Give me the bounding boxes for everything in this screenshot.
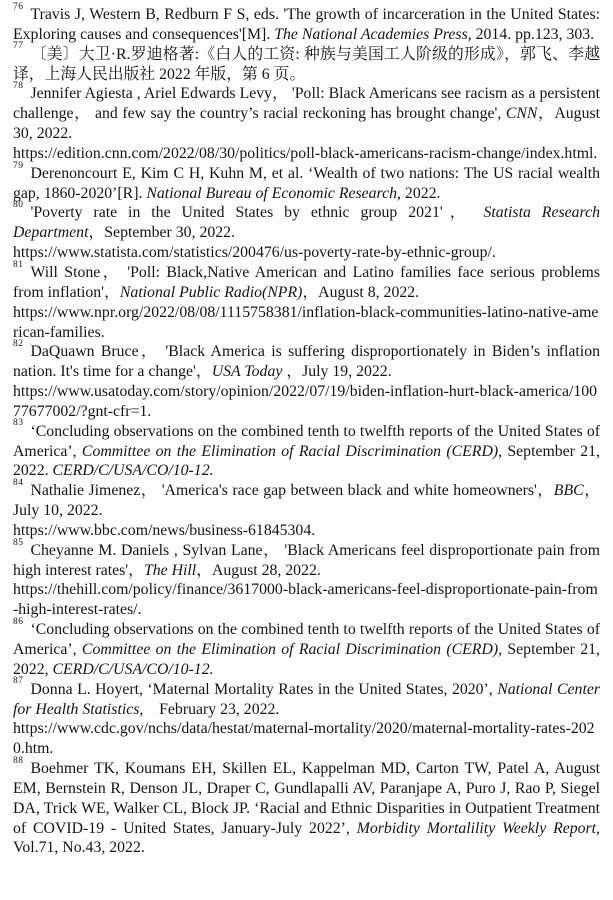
footnote-text-85 bbox=[13, 537, 600, 581]
footnote-number: 79 bbox=[13, 160, 24, 171]
footnote-segment: Nathalie Jimenez， 'America's race gap between black and white homeowners'， bbox=[30, 482, 554, 500]
footnote-80 bbox=[13, 200, 600, 263]
footnote-url: https://thehill.com/policy/finance/3617000-black-americans-feel-disproportionate-pain-from-high-interest-rates/. bbox=[13, 581, 598, 619]
footnote-segment: Jennifer Agiesta , Ariel Edwards Levy， 'Poll: Black Americans see racism as a persistent challenge， and few say the country’s racial reckoning has brought change', bbox=[13, 85, 600, 123]
footnote-number: 82 bbox=[13, 339, 24, 350]
footnote-source-italic: National Bureau of Economic Research bbox=[146, 184, 398, 202]
footnote-url: https://www.statista.com/statistics/200476/us-poverty-rate-by-ethnic-group/. bbox=[13, 244, 496, 262]
footnote-number: 77 bbox=[13, 41, 24, 52]
footnote-segment: Vol.71, No.43, 2022. bbox=[13, 839, 145, 857]
footnote-segment: ，July 19, 2022. bbox=[282, 363, 392, 381]
footnote-86 bbox=[13, 616, 600, 680]
footnote-88 bbox=[13, 755, 601, 858]
footnote-url: https://www.bbc.com/news/business-61845304. bbox=[13, 521, 316, 539]
footnote-segment: ，September 30, 2022. bbox=[88, 224, 236, 242]
footnote-url: https://www.npr.org/2022/08/08/1115758381/inflation-black-communities-latino-native-american-families. bbox=[13, 303, 599, 341]
footnote-text-81 bbox=[13, 259, 600, 303]
footnote-text-87 bbox=[13, 676, 600, 720]
footnote-text-84 bbox=[13, 478, 600, 521]
footnote-list bbox=[13, 1, 601, 858]
footnote-segment: ，August 8, 2022. bbox=[302, 283, 420, 301]
footnote-source-italic: Committee on the Elimination of Racial Discrimination (CERD), bbox=[81, 641, 503, 658]
footnote-segment: Derenoncourt E, Kim C H, Kuhn M, et al. ‘Wealth of two nations: The US racial wealth gap, 1860-2020’[R]. bbox=[13, 164, 600, 202]
footnote-number: 84 bbox=[13, 478, 24, 488]
footnote-number: 86 bbox=[13, 616, 24, 627]
footnote-segment: ，July 10, 2022. bbox=[13, 482, 600, 520]
footnote-85 bbox=[13, 537, 600, 620]
footnote-76 bbox=[13, 1, 600, 45]
footnote-source-italic: The National Academies Press bbox=[274, 25, 468, 43]
footnote-79 bbox=[13, 160, 600, 204]
footnote-source-italic: CNN bbox=[505, 105, 538, 123]
footnote-text-79 bbox=[13, 160, 600, 204]
footnote-text-82 bbox=[13, 339, 600, 382]
footnote-source-italic: Statista Research Department bbox=[13, 204, 600, 242]
footnote-text-76 bbox=[13, 1, 600, 45]
footnote-source-italic: National Center for Health Statistics, bbox=[13, 680, 600, 718]
footnote-segment: Cheyanne M. Daniels , Sylvan Lane， 'Black Americans feel disproportionate pain from high interest rates'， bbox=[13, 541, 600, 579]
footnote-text-86 bbox=[13, 616, 600, 680]
footnote-url: https://edition.cnn.com/2022/08/30/politics/poll-black-americans-racism-change/index.html. bbox=[13, 144, 598, 162]
footnote-source-italic: BBC bbox=[553, 482, 584, 500]
footnote-number: 85 bbox=[13, 537, 24, 548]
footnote-segment: 'Poverty rate in the United States by ethnic group 2021'， bbox=[30, 204, 484, 222]
footnote-number: 87 bbox=[13, 676, 24, 687]
footnote-source-italic: CERD/C/USA/CO/10-12. bbox=[52, 660, 214, 678]
footnote-url: https://www.usatoday.com/story/opinion/2022/07/19/biden-inflation-hurt-black-america/10077677002/?gnt-cfr=1. bbox=[13, 383, 598, 420]
footnote-segment: ，August 30, 2022. bbox=[13, 105, 601, 143]
footnote-segment: Will Stone， 'Poll: Black,Native American and Latino families face serious problems from inflation'， bbox=[13, 263, 600, 301]
footnote-segment: 〔美〕大卫·R.罗迪格著:《白人的工资: 种族与美国工人阶级的形成》，郭飞、李越译，上海人民出版社 2022 年版，第 6 页。 bbox=[13, 45, 600, 83]
footnote-source-italic: National Public Radio(NPR) bbox=[119, 283, 303, 301]
footnote-source-italic: Committee on the Elimination of Racial Discrimination (CERD), bbox=[81, 442, 503, 460]
footnote-source-italic: CERD/C/USA/CO/10-12. bbox=[52, 462, 214, 480]
footnote-segment: February 23, 2022. bbox=[143, 700, 280, 718]
footnote-text-77 bbox=[13, 41, 600, 85]
footnote-number: 78 bbox=[13, 81, 24, 92]
footnote-segment: ，August 28, 2022. bbox=[196, 561, 321, 579]
footnote-segment: , 2022. bbox=[397, 184, 441, 202]
footnote-text-83 bbox=[13, 418, 600, 482]
footnote-segment: Boehmer TK, Koumans EH, Skillen EL, Kappelman MD, Carton TW, Patel A, August EM, Bernstein R, Denson JL, Draper C, Gundlapalli AV, Paranjape A, Puro J, Rao P, Siegel DA, Trick WE, Walker CL, Block JP. ‘Racial and Ethnic Disparities in Outpatient Treatment of COVID-19 - United States, January-July 2022’, bbox=[13, 760, 600, 837]
footnote-segment: September 21, 2022. bbox=[13, 442, 600, 480]
footnote-segment: ‘Concluding observations on the combined tenth to twelfth reports of the United States of America’, bbox=[13, 621, 600, 658]
footnote-number: 83 bbox=[13, 418, 24, 429]
footnote-84 bbox=[13, 478, 600, 541]
footnote-segment: Donna L. Hoyert, ‘Maternal Mortality Rates in the United States, 2020’, bbox=[30, 680, 498, 698]
footnote-83 bbox=[13, 418, 600, 482]
footnote-text-80 bbox=[13, 200, 600, 243]
footnote-text-78 bbox=[13, 81, 601, 144]
footnote-87 bbox=[13, 676, 600, 759]
footnote-number: 81 bbox=[13, 259, 24, 270]
footnote-number: 76 bbox=[13, 1, 24, 12]
footnote-segment: September 21, 2022, bbox=[13, 641, 600, 678]
footnote-source-italic: Morbidity Mortalility Weekly Report, bbox=[356, 819, 601, 837]
footnote-url: https://www.cdc.gov/nchs/data/hestat/maternal-mortality/2020/maternal-mortality-rates-2020.htm. bbox=[13, 720, 595, 758]
footnote-number: 88 bbox=[13, 755, 24, 766]
footnote-source-italic: USA Today bbox=[211, 363, 283, 381]
footnote-source-italic: The Hill bbox=[143, 561, 197, 579]
footnote-81 bbox=[13, 259, 600, 342]
footnote-77 bbox=[13, 41, 600, 85]
footnote-segment: , 2014. pp.123, 303. bbox=[467, 25, 595, 43]
footnote-text-88 bbox=[13, 755, 601, 858]
footnote-82 bbox=[13, 339, 600, 421]
footnote-segment: DaQuawn Bruce， 'Black America is suffering disproportionately in Biden’s inflation nation. It's time for a change'， bbox=[13, 343, 600, 381]
footnote-segment: ‘Concluding observations on the combined tenth to twelfth reports of the United States of America’, bbox=[13, 422, 600, 460]
footnote-number: 80 bbox=[13, 200, 24, 211]
footnote-78 bbox=[13, 81, 601, 163]
footnote-segment: Travis J, Western B, Redburn F S, eds. 'The growth of incarceration in the United States: Exploring causes and consequences'[M]. bbox=[13, 6, 600, 43]
